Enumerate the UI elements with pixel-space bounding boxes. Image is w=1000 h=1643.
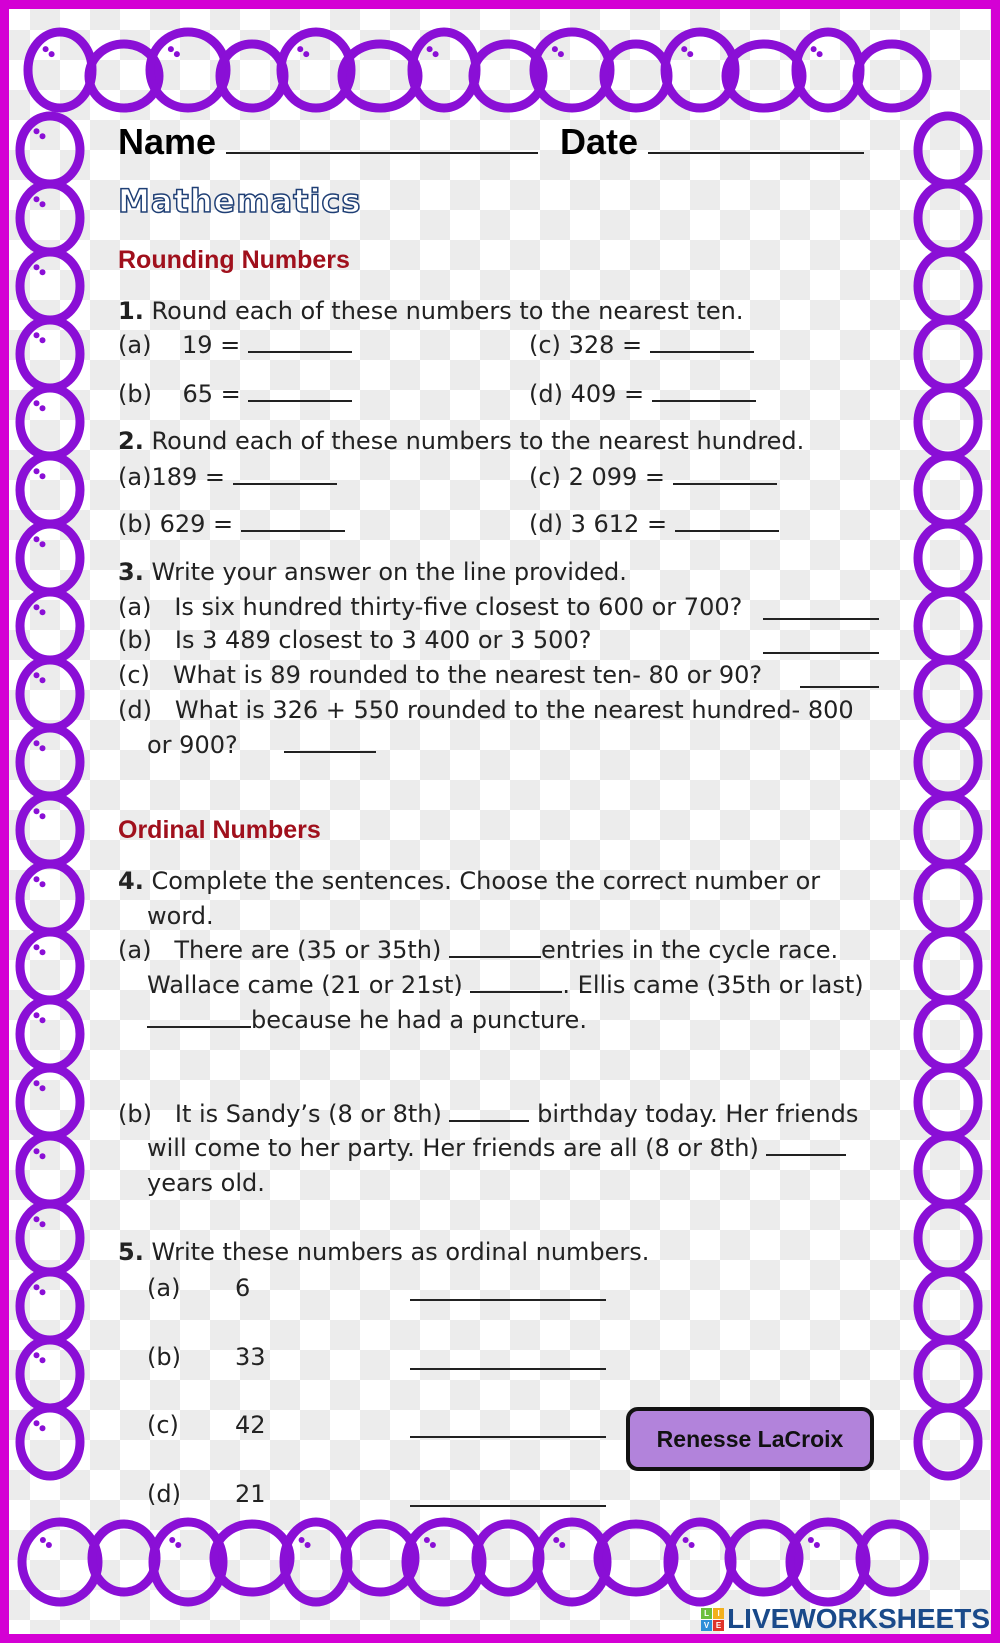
border-circle xyxy=(20,1136,80,1204)
q3-item: (c) What is 89 rounded to the nearest ten- 80 or 90? xyxy=(118,661,763,689)
border-circle-dot xyxy=(34,1284,40,1290)
border-circle-dot xyxy=(40,1085,46,1091)
liveworksheets-logo-icon: L I V E xyxy=(701,1608,724,1631)
border-circle xyxy=(28,32,92,108)
q3-item-cont: or 900? xyxy=(147,733,376,757)
q5-item-label: (b) xyxy=(147,1343,181,1371)
border-circle-dot xyxy=(34,672,40,678)
answer-line[interactable] xyxy=(650,350,754,353)
q5-item-value: 33 xyxy=(235,1343,266,1371)
border-circle-dot xyxy=(40,949,46,955)
border-circle xyxy=(918,864,978,932)
border-circle xyxy=(20,660,80,728)
answer-line[interactable] xyxy=(449,955,541,958)
border-circle-dot xyxy=(40,473,46,479)
border-circle-dot xyxy=(34,1352,40,1358)
q2-item: (a)189 = xyxy=(118,465,337,489)
border-circle xyxy=(857,44,927,108)
q4-prompt: 4. Complete the sentences. Choose the correct number or xyxy=(118,867,821,895)
border-circle-dot xyxy=(427,46,433,52)
border-circle-dot xyxy=(40,133,46,139)
answer-line[interactable] xyxy=(248,399,352,402)
border-circle xyxy=(918,456,978,524)
border-circle-dot xyxy=(43,46,49,52)
q5-item-value: 42 xyxy=(235,1411,266,1439)
border-circle-dot xyxy=(34,876,40,882)
answer-line[interactable] xyxy=(233,482,337,485)
q4a-line: because he had a puncture. xyxy=(147,1008,587,1032)
border-circle-dot xyxy=(34,468,40,474)
q5-item-label: (d) xyxy=(147,1480,181,1508)
answer-line[interactable] xyxy=(675,529,779,532)
answer-line[interactable] xyxy=(766,1153,846,1156)
answer-line[interactable] xyxy=(763,651,879,654)
q3-prompt: 3. Write your answer on the line provided. xyxy=(118,558,627,586)
border-circle xyxy=(20,1272,80,1340)
border-circle xyxy=(20,1068,80,1136)
border-circle xyxy=(20,1408,80,1476)
border-circle-dot xyxy=(40,269,46,275)
border-circle-dot xyxy=(433,51,439,57)
q5-item-value: 6 xyxy=(235,1274,251,1302)
border-circle-dot xyxy=(174,51,180,57)
answer-line[interactable] xyxy=(241,529,345,532)
q5-prompt: 5. Write these numbers as ordinal numbers. xyxy=(118,1238,650,1266)
border-circle xyxy=(918,1204,978,1272)
border-circle xyxy=(918,1068,978,1136)
q4-prompt-cont: word. xyxy=(147,902,214,930)
q2-prompt: 2. Round each of these numbers to the nearest hundred. xyxy=(118,427,805,455)
border-circle-dot xyxy=(34,740,40,746)
border-circle-dot xyxy=(34,1012,40,1018)
answer-line[interactable] xyxy=(652,399,756,402)
border-circle-dot xyxy=(305,1542,311,1548)
answer-line[interactable] xyxy=(763,617,879,620)
border-circle xyxy=(20,252,80,320)
border-circle-dot xyxy=(34,808,40,814)
section-title-ordinal: Ordinal Numbers xyxy=(118,816,321,844)
border-circle xyxy=(918,116,978,184)
border-circle xyxy=(20,1340,80,1408)
border-circle xyxy=(20,184,80,252)
border-circle-dot xyxy=(34,332,40,338)
q5-item-value: 21 xyxy=(235,1480,266,1508)
q3-item: (a) Is six hundred thirty-five closest to 600 or 700? xyxy=(118,593,743,621)
border-circle-dot xyxy=(40,541,46,547)
border-circle-dot xyxy=(34,944,40,950)
border-circle-dot xyxy=(40,677,46,683)
border-circle-dot xyxy=(40,609,46,615)
border-circle-dot xyxy=(49,51,55,57)
border-circle-dot xyxy=(40,1357,46,1363)
answer-line[interactable] xyxy=(284,750,376,753)
border-circle-dot xyxy=(40,201,46,207)
border-circle xyxy=(918,796,978,864)
border-circle-dot xyxy=(683,1537,689,1543)
q5-item-label: (a) xyxy=(147,1274,181,1302)
border-circle-dot xyxy=(34,1216,40,1222)
answer-line[interactable] xyxy=(800,685,879,688)
q4b-line: will come to her party. Her friends are all (8 or 8th) xyxy=(147,1136,846,1160)
border-circle xyxy=(918,932,978,1000)
border-circle xyxy=(20,1204,80,1272)
border-circle xyxy=(918,524,978,592)
border-circle-dot xyxy=(34,1420,40,1426)
border-circle-dot xyxy=(689,1542,695,1548)
q3-item: (b) Is 3 489 closest to 3 400 or 3 500? xyxy=(118,626,592,654)
border-circle-dot xyxy=(40,1221,46,1227)
border-circle-dot xyxy=(34,196,40,202)
border-circle-dot xyxy=(808,1537,814,1543)
q1-prompt: 1. Round each of these numbers to the nearest ten. xyxy=(118,297,744,325)
border-circle xyxy=(22,1522,98,1602)
border-circle xyxy=(20,1000,80,1068)
answer-line[interactable] xyxy=(410,1298,606,1301)
author-badge: Renesse LaCroix xyxy=(626,1407,874,1471)
border-circle-dot xyxy=(34,400,40,406)
answer-line[interactable] xyxy=(410,1367,606,1370)
border-circle-dot xyxy=(811,46,817,52)
answer-line[interactable] xyxy=(470,990,562,993)
border-circle-dot xyxy=(299,1537,305,1543)
subject-title: Mathematics xyxy=(118,182,362,220)
q4a-line: (a) There are (35 or 35th) entries in the cycle race. xyxy=(118,936,839,964)
border-circle xyxy=(918,592,978,660)
answer-line[interactable] xyxy=(410,1504,606,1507)
border-circle xyxy=(918,1340,978,1408)
q1-item: (a) 19 = xyxy=(118,333,352,357)
q4b-line: (b) It is Sandy’s (8 or 8th) birthday today. Her friends xyxy=(118,1100,859,1128)
border-circle-dot xyxy=(34,1148,40,1154)
answer-line[interactable] xyxy=(147,1025,251,1028)
border-circle-dot xyxy=(552,46,558,52)
border-circle-dot xyxy=(40,1017,46,1023)
q1-item: (c) 328 = xyxy=(529,333,754,357)
date-field[interactable] xyxy=(648,151,864,154)
border-circle xyxy=(20,728,80,796)
q2-item: (b) 629 = xyxy=(118,512,345,536)
border-circle-dot xyxy=(168,46,174,52)
border-circle-dot xyxy=(169,1537,175,1543)
q1-item: (d) 409 = xyxy=(529,382,756,406)
border-circle-dot xyxy=(34,128,40,134)
answer-line[interactable] xyxy=(410,1435,606,1438)
border-circle-dot xyxy=(814,1542,820,1548)
border-circle xyxy=(918,1408,978,1476)
border-circle xyxy=(918,1272,978,1340)
border-circle xyxy=(20,796,80,864)
answer-line[interactable] xyxy=(248,350,352,353)
section-title-rounding: Rounding Numbers xyxy=(118,246,350,274)
border-circle-dot xyxy=(40,1425,46,1431)
q2-item: (d) 3 612 = xyxy=(529,512,779,536)
q4a-line: Wallace came (21 or 21st) . Ellis came (35th or last) xyxy=(147,971,864,999)
border-circle-dot xyxy=(424,1537,430,1543)
border-circle xyxy=(918,320,978,388)
border-circle-dot xyxy=(553,1537,559,1543)
border-circle xyxy=(20,932,80,1000)
border-circle xyxy=(20,524,80,592)
border-circle xyxy=(918,1136,978,1204)
liveworksheets-watermark: L I V E LIVEWORKSHEETS xyxy=(701,1603,990,1635)
border-circle xyxy=(20,116,80,184)
border-circle-dot xyxy=(681,46,687,52)
border-circle xyxy=(20,320,80,388)
border-circle xyxy=(918,388,978,456)
border-circle xyxy=(918,728,978,796)
border-circle-dot xyxy=(40,1537,46,1543)
answer-line[interactable] xyxy=(673,482,777,485)
date-label: Date xyxy=(560,124,864,160)
border-circle xyxy=(20,388,80,456)
border-circle xyxy=(20,864,80,932)
q3-item: (d) What is 326 + 550 rounded to the nearest hundred- 800 xyxy=(118,696,854,724)
border-circle-dot xyxy=(40,405,46,411)
border-circle-dot xyxy=(175,1542,181,1548)
border-circle xyxy=(918,252,978,320)
border-circle-dot xyxy=(40,745,46,751)
border-circle-dot xyxy=(558,51,564,57)
border-circle xyxy=(918,660,978,728)
border-circle-dot xyxy=(34,264,40,270)
border-circle-dot xyxy=(430,1542,436,1548)
q1-item: (b) 65 = xyxy=(118,382,352,406)
border-circle xyxy=(20,592,80,660)
name-field[interactable] xyxy=(226,151,538,154)
border-circle-dot xyxy=(40,881,46,887)
border-circle-dot xyxy=(34,536,40,542)
border-circle-dot xyxy=(303,51,309,57)
border-circle-dot xyxy=(40,813,46,819)
border-circle-dot xyxy=(34,1080,40,1086)
border-circle xyxy=(20,456,80,524)
border-circle-dot xyxy=(40,1153,46,1159)
border-circle-dot xyxy=(297,46,303,52)
name-label: Name xyxy=(118,124,538,160)
border-circle-dot xyxy=(34,604,40,610)
answer-line[interactable] xyxy=(449,1119,529,1122)
border-circle xyxy=(918,184,978,252)
border-circle-dot xyxy=(559,1542,565,1548)
border-circle-dot xyxy=(40,337,46,343)
q5-item-label: (c) xyxy=(147,1411,179,1439)
border-circle xyxy=(918,1000,978,1068)
border-circle-dot xyxy=(46,1542,52,1548)
border-circle-dot xyxy=(817,51,823,57)
q2-item: (c) 2 099 = xyxy=(529,465,777,489)
border-circle-dot xyxy=(40,1289,46,1295)
q4b-line: years old. xyxy=(147,1169,265,1197)
border-circle-dot xyxy=(687,51,693,57)
